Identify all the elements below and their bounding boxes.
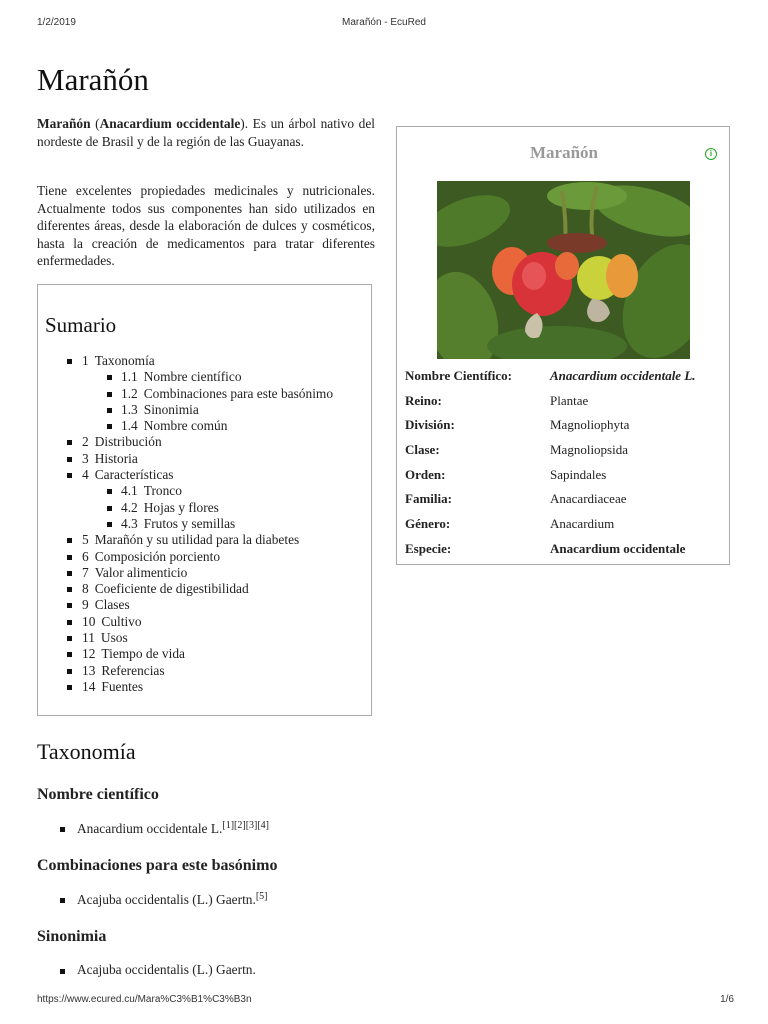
infobox-key: Nombre Científico: [405,368,512,383]
infobox-row [405,516,725,541]
infobox-value: Plantae [550,392,589,408]
cashew-fruit-image [437,181,690,359]
infobox-key: Especie: [405,540,452,556]
toc-item[interactable]: 11 Usos [38,630,373,646]
infobox-value: Anacardium occidentale L. [550,368,696,383]
intro-term: Marañón [37,116,91,131]
infobox-row [405,417,725,442]
infobox-row [405,467,725,492]
toc-subitem[interactable]: 1.4 Nombre común [82,418,373,434]
toc-sublist [82,369,373,434]
print-title: Marañón - EcuRed [342,17,426,28]
infobox-key: Orden: [405,466,446,482]
intro-paragraph: Marañón (Anacardium occidentale). Es un árbol nativo del nordeste de Brasil y de la región de las Guayanas. [37,116,375,149]
infobox-value: Anacardium [550,516,615,532]
intro-paragraph-2: Tiene excelentes propiedades medicinales y nutricionales. Actualmente todos sus componentes han sido utilizados en diferentes áreas, desde la elaboración de dulces y cosméticos, hasta la creación de medicamentos para tratar diferentes enfermedades. [37,183,375,268]
reference-link[interactable]: [5] [255,891,268,902]
infobox-key: Familia: [405,491,452,507]
toc-subitem[interactable]: 1.2 Combinaciones para este basónimo [82,386,373,402]
toc-subitem[interactable]: 4.3 Frutos y semillas [82,516,373,532]
toc-item[interactable]: 1 Taxonomía 1.1 Nombre científico 1.2 Combinaciones para este basónimo 1.3 Sinonimia 1.4 Nombre común [38,353,373,434]
reference-links[interactable]: [1][2][3][4] [222,820,270,831]
intro-sci-name: Anacardium occidentale [99,116,241,131]
toc-subitem[interactable]: 1.3 Sinonimia [82,402,373,418]
list-item: Acajuba occidentalis (L.) Gaertn. [60,962,256,978]
toc-sublist [82,483,373,532]
infobox-key: Clase: [405,442,440,458]
toc-item[interactable]: 8 Coeficiente de digestibilidad [38,581,373,597]
infobox-value: Sapindales [550,466,607,482]
subheading-sinonimia: Sinonimia [37,928,107,945]
section-heading-taxonomia: Taxonomía [37,739,136,764]
print-date: 1/2/2019 [37,17,76,28]
infobox-title: Marañón [530,143,598,162]
infobox-value: Anacardiaceae [550,491,627,507]
toc-item[interactable]: 13 Referencias [38,663,373,679]
infobox-key: División: [405,417,455,433]
cashew-photo-illustration [437,181,690,359]
print-url: https://www.ecured.cu/Mara%C3%B1%C3%B3n [37,994,252,1005]
infobox-row [405,491,725,516]
toc-item[interactable]: 2 Distribución [38,434,373,450]
print-page-number: 1/6 [720,994,734,1005]
toc-title: Sumario [45,313,117,337]
infobox-row [405,541,725,566]
toc-list [38,353,373,695]
infobox-value: Magnoliophyta [550,417,630,433]
list-item: Acajuba occidentalis (L.) Gaertn.[5] [60,891,268,908]
toc-item[interactable]: 14 Fuentes [38,679,373,695]
infobox-row [405,442,725,467]
toc-item[interactable]: 10 Cultivo [38,614,373,630]
toc-item[interactable]: 4 Características 4.1 Tronco 4.2 Hojas y flores 4.3 Frutos y semillas [38,467,373,532]
subheading-combinaciones: Combinaciones para este basónimo [37,857,278,874]
infobox [396,126,730,565]
page-title: Marañón [37,62,149,97]
infobox-key: Reino: [405,392,442,408]
toc-item[interactable]: 12 Tiempo de vida [38,646,373,662]
toc-item[interactable]: 9 Clases [38,597,373,613]
subheading-nombre-cientifico: Nombre científico [37,786,159,803]
list-item: Anacardium occidentale L.[1][2][3][4] [60,820,269,837]
infobox-rows [405,368,725,566]
toc-item[interactable]: 5 Marañón y su utilidad para la diabetes [38,532,373,548]
toc-subitem[interactable]: 4.2 Hojas y flores [82,500,373,516]
toc-item[interactable]: 3 Historia [38,451,373,467]
toc-item[interactable]: 6 Composición porciento [38,549,373,565]
intro-text: . Es un árbol nativo del nordeste de Brasil y de la región de las Guayanas. [37,116,375,149]
toc-subitem[interactable]: 4.1 Tronco [82,483,373,499]
info-icon[interactable]: i [705,148,717,160]
infobox-key: Género: [405,516,451,532]
infobox-row [405,393,725,418]
toc-subitem[interactable]: 1.1 Nombre científico [82,369,373,385]
infobox-row [405,368,725,393]
infobox-value: Magnoliopsida [550,442,628,458]
table-of-contents [37,284,372,716]
infobox-value: Anacardium occidentale [550,540,686,556]
toc-item[interactable]: 7 Valor alimenticio [38,565,373,581]
